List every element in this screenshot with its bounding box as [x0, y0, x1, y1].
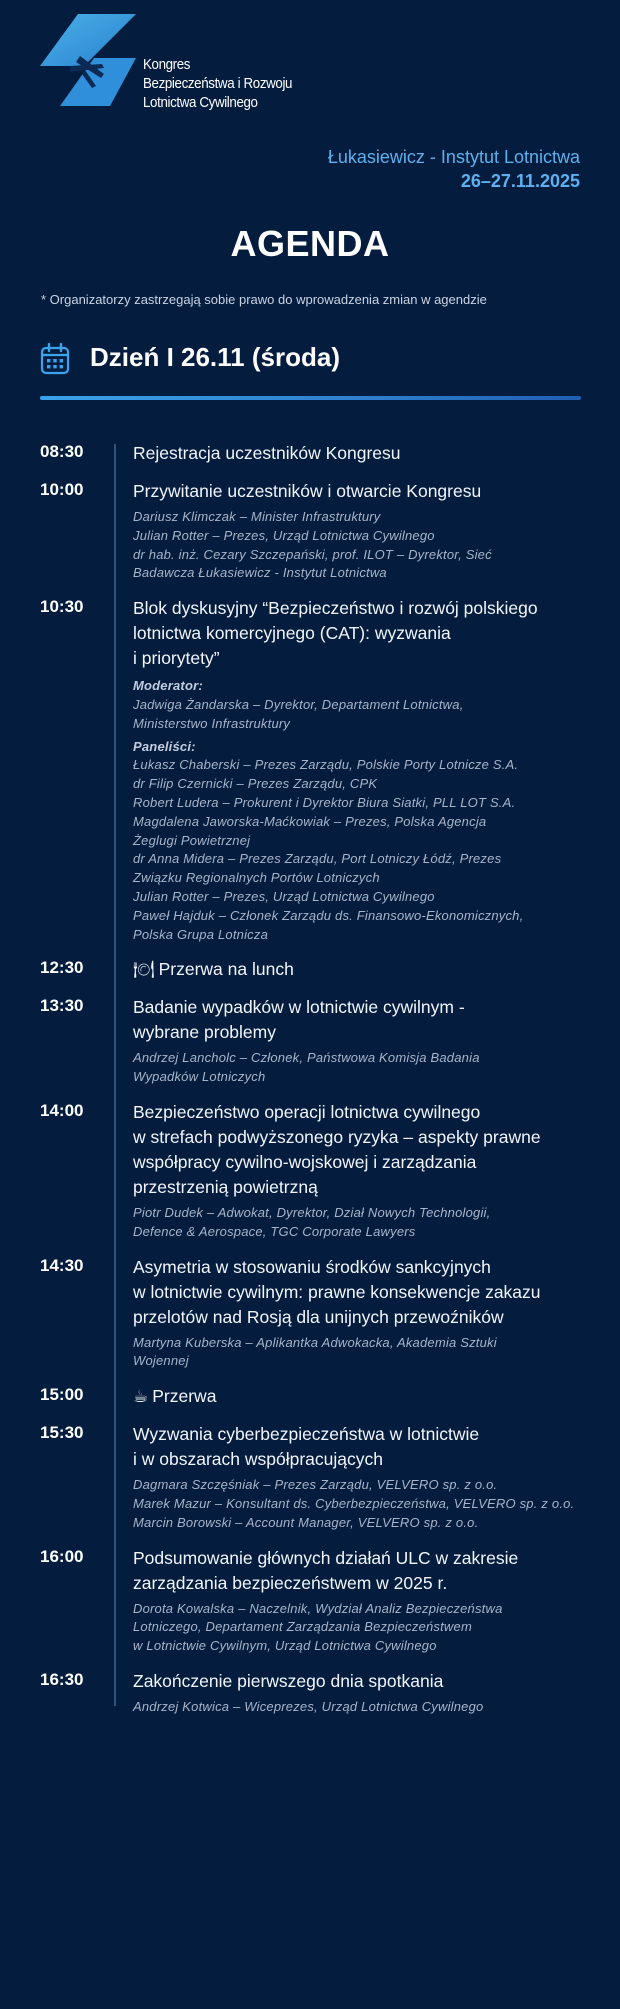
agenda-time: 10:00 — [40, 480, 84, 499]
speaker-line: Lotniczego, Departament Zarządzania Bezpieczeństwem — [133, 1619, 472, 1635]
agenda-title-line: Przywitanie uczestników i otwarcie Kongresu — [133, 481, 482, 501]
agenda-item — [40, 995, 585, 1087]
speaker-line: Dariusz Klimczak – Minister Infrastruktury — [133, 509, 381, 524]
speaker-line: Piotr Dudek – Adwokat, Dyrektor, Dział Nowych Technologii, — [133, 1204, 491, 1220]
airplane-wing-logo-icon — [40, 14, 140, 106]
logo-line: Bezpieczeństwa i Rozwoju — [143, 76, 293, 92]
agenda-item — [40, 1255, 585, 1372]
calendar-icon — [40, 343, 70, 375]
agenda-time: 16:00 — [40, 1546, 84, 1566]
agenda-title — [133, 1255, 585, 1330]
day-divider — [40, 396, 581, 400]
agenda-time: 12:30 — [40, 958, 84, 978]
agenda-time: 08:30 — [40, 442, 84, 461]
agenda-time: 13:30 — [40, 996, 84, 1016]
agenda-item — [40, 957, 585, 982]
agenda-title-line: Rejestracja uczestników Kongresu — [133, 443, 401, 463]
agenda-title-line: i priorytety” — [133, 648, 220, 669]
speaker-line: Badawcza Łukasiewicz - Instytut Lotnictwa — [133, 565, 387, 581]
agenda-item — [40, 1384, 585, 1409]
speaker-line: dr Anna Midera – Prezes Zarządu, Port Lotniczy Łódź, Prezes — [133, 851, 502, 867]
agenda-title — [133, 1546, 585, 1596]
agenda-title-line: w lotnictwie cywilnym: prawne konsekwencje zakazu — [133, 1281, 541, 1302]
agenda-title-line: lotnictwa komercyjnego (CAT): wyzwania — [133, 623, 451, 644]
speaker-line: Dorota Kowalska – Naczelnik, Wydział Analiz Bezpieczeństwa — [133, 1600, 503, 1616]
agenda-item — [40, 441, 585, 466]
moderator-label: Moderator: — [133, 678, 203, 694]
disclaimer-note: * Organizatorzy zastrzegają sobie prawo do wprowadzenia zmian w agendzie — [41, 292, 487, 307]
speaker-line: Andrzej Lancholc – Członek, Państwowa Komisja Badania — [133, 1050, 480, 1066]
speaker-line: w Lotnictwie Cywilnym, Urząd Lotnictwa Cywilnego — [133, 1638, 437, 1654]
agenda-item — [40, 1100, 585, 1242]
agenda-title — [133, 1384, 585, 1409]
speaker-line: Martyna Kuberska – Aplikantka Adwokacka, Akademia Sztuki — [133, 1334, 497, 1350]
speaker-line: Łukasz Chaberski – Prezes Zarządu, Polskie Porty Lotnicze S.A. — [133, 757, 519, 773]
speaker-list — [133, 508, 585, 583]
agenda-title-line: w strefach podwyższonego ryzyka – aspekty prawne — [133, 1126, 541, 1147]
agenda-title-line: Blok dyskusyjny “Bezpieczeństwo i rozwój polskiego — [133, 598, 538, 619]
speaker-line: dr Filip Czernicki – Prezes Zarządu, CPK — [133, 776, 378, 792]
logo-line: Lotnictwa Cywilnego — [143, 95, 258, 111]
agenda-title-line: zarządzania bezpieczeństwem w 2025 r. — [133, 1572, 448, 1593]
speaker-list — [133, 1334, 585, 1372]
page-title: AGENDA — [230, 223, 390, 264]
agenda-title-line: Podsumowanie głównych działań ULC w zakresie — [133, 1547, 519, 1568]
agenda-time: 15:00 — [40, 1385, 84, 1405]
agenda-title-line: Przerwa — [152, 1386, 217, 1407]
agenda-time: 10:30 — [40, 597, 84, 617]
speaker-line: Ministerstwo Infrastruktury — [133, 715, 291, 731]
speaker-line: Wypadków Lotniczych — [133, 1069, 266, 1085]
speaker-line: Defence & Aerospace, TGC Corporate Lawyers — [133, 1223, 416, 1239]
agenda-time: 14:30 — [40, 1255, 84, 1275]
speaker-list — [133, 1600, 585, 1656]
agenda-title-line: Zakończenie pierwszego dnia spotkania — [133, 1670, 444, 1691]
speaker-list — [133, 1204, 585, 1242]
speaker-list — [133, 1049, 585, 1087]
agenda-title-line: Badanie wypadków w lotnictwie cywilnym - — [133, 997, 465, 1018]
speaker-line: Robert Ludera – Prokurent i Dyrektor Biura Siatki, PLL LOT S.A. — [133, 794, 516, 810]
plate-cutlery-icon: 🍽 — [133, 960, 155, 980]
speaker-line: Marek Mazur – Konsultant ds. Cyberbezpieczeństwa, VELVERO sp. z o.o. — [133, 1495, 575, 1511]
organizer-name: Łukasiewicz - Instytut Lotnictwa — [327, 147, 580, 167]
speaker-line: Julian Rotter – Prezes, Urząd Lotnictwa Cywilnego — [133, 888, 435, 904]
agenda-title-line: współpracy cywilno-wojskowej i zarządzania — [133, 1151, 477, 1172]
agenda-time: 15:30 — [40, 1423, 84, 1443]
agenda-title — [133, 1422, 585, 1472]
speaker-line: dr hab. inż. Cezary Szczepański, prof. ILOT – Dyrektor, Sieć — [133, 546, 492, 562]
speaker-line: Wojennej — [133, 1353, 189, 1369]
event-dates: 26–27.11.2025 — [460, 171, 580, 191]
speaker-line: Polska Grupa Lotnicza — [133, 926, 268, 942]
agenda-list — [40, 441, 585, 1730]
agenda-title-line: Asymetria w stosowaniu środków sankcyjnych — [133, 1256, 491, 1277]
coffee-cup-icon: ☕ — [133, 1387, 149, 1407]
speaker-list — [133, 1476, 585, 1532]
agenda-item — [40, 1422, 585, 1532]
day-header — [40, 340, 581, 404]
agenda-title — [133, 479, 585, 504]
agenda-title-line: przestrzenią powietrzną — [133, 1176, 318, 1197]
speaker-list — [133, 1698, 585, 1717]
agenda-title-line: przelotów nad Rosją dla unijnych przewoźników — [133, 1306, 504, 1327]
agenda-title — [133, 441, 585, 466]
speaker-line: Magdalena Jaworska-Maćkowiak – Prezes, Polska Agencja — [133, 813, 487, 829]
agenda-item — [40, 1669, 585, 1717]
agenda-title-line: Przerwa na lunch — [158, 959, 294, 980]
speaker-line: Jadwiga Żandarska – Dyrektor, Departament Lotnictwa, — [133, 696, 464, 712]
agenda-title — [133, 957, 585, 982]
agenda-title — [133, 596, 585, 671]
speaker-line: Julian Rotter – Prezes, Urząd Lotnictwa Cywilnego — [133, 527, 435, 543]
speaker-line: Andrzej Kotwica – Wiceprezes, Urząd Lotnictwa Cywilnego — [133, 1698, 484, 1714]
speaker-line: Marcin Borowski – Account Manager, VELVERO sp. z o.o. — [133, 1514, 479, 1530]
agenda-item — [40, 479, 585, 583]
speaker-line: Żeglugi Powietrznej — [133, 832, 251, 848]
agenda-title-line: Wyzwania cyberbezpieczeństwa w lotnictwie — [133, 1424, 480, 1445]
congress-logo — [40, 14, 310, 124]
logo-text — [143, 56, 292, 113]
agenda-title — [133, 995, 585, 1045]
agenda-time: 14:00 — [40, 1100, 84, 1120]
day-title: Dzień I 26.11 (środa) — [90, 342, 340, 372]
agenda-title-line: i w obszarach współpracujących — [133, 1449, 383, 1470]
agenda-item — [40, 1546, 585, 1656]
panelists-label: Paneliści: — [133, 738, 196, 754]
agenda-title — [133, 1100, 585, 1200]
agenda-title-line: Bezpieczeństwo operacji lotnictwa cywilnego — [133, 1101, 481, 1122]
logo-line: Kongres — [143, 57, 191, 73]
agenda-time: 16:30 — [40, 1669, 84, 1689]
speaker-line: Dagmara Szczęśniak – Prezes Zarządu, VELVERO sp. z o.o. — [133, 1477, 498, 1493]
speaker-line: Paweł Hajduk – Członek Zarządu ds. Finansowo-Ekonomicznych, — [133, 907, 524, 923]
agenda-item — [40, 596, 585, 944]
agenda-title — [133, 1669, 585, 1694]
agenda-title-line: wybrane problemy — [133, 1022, 276, 1043]
speaker-line: Związku Regionalnych Portów Lotniczych — [133, 870, 380, 886]
organizer-block — [328, 145, 580, 193]
